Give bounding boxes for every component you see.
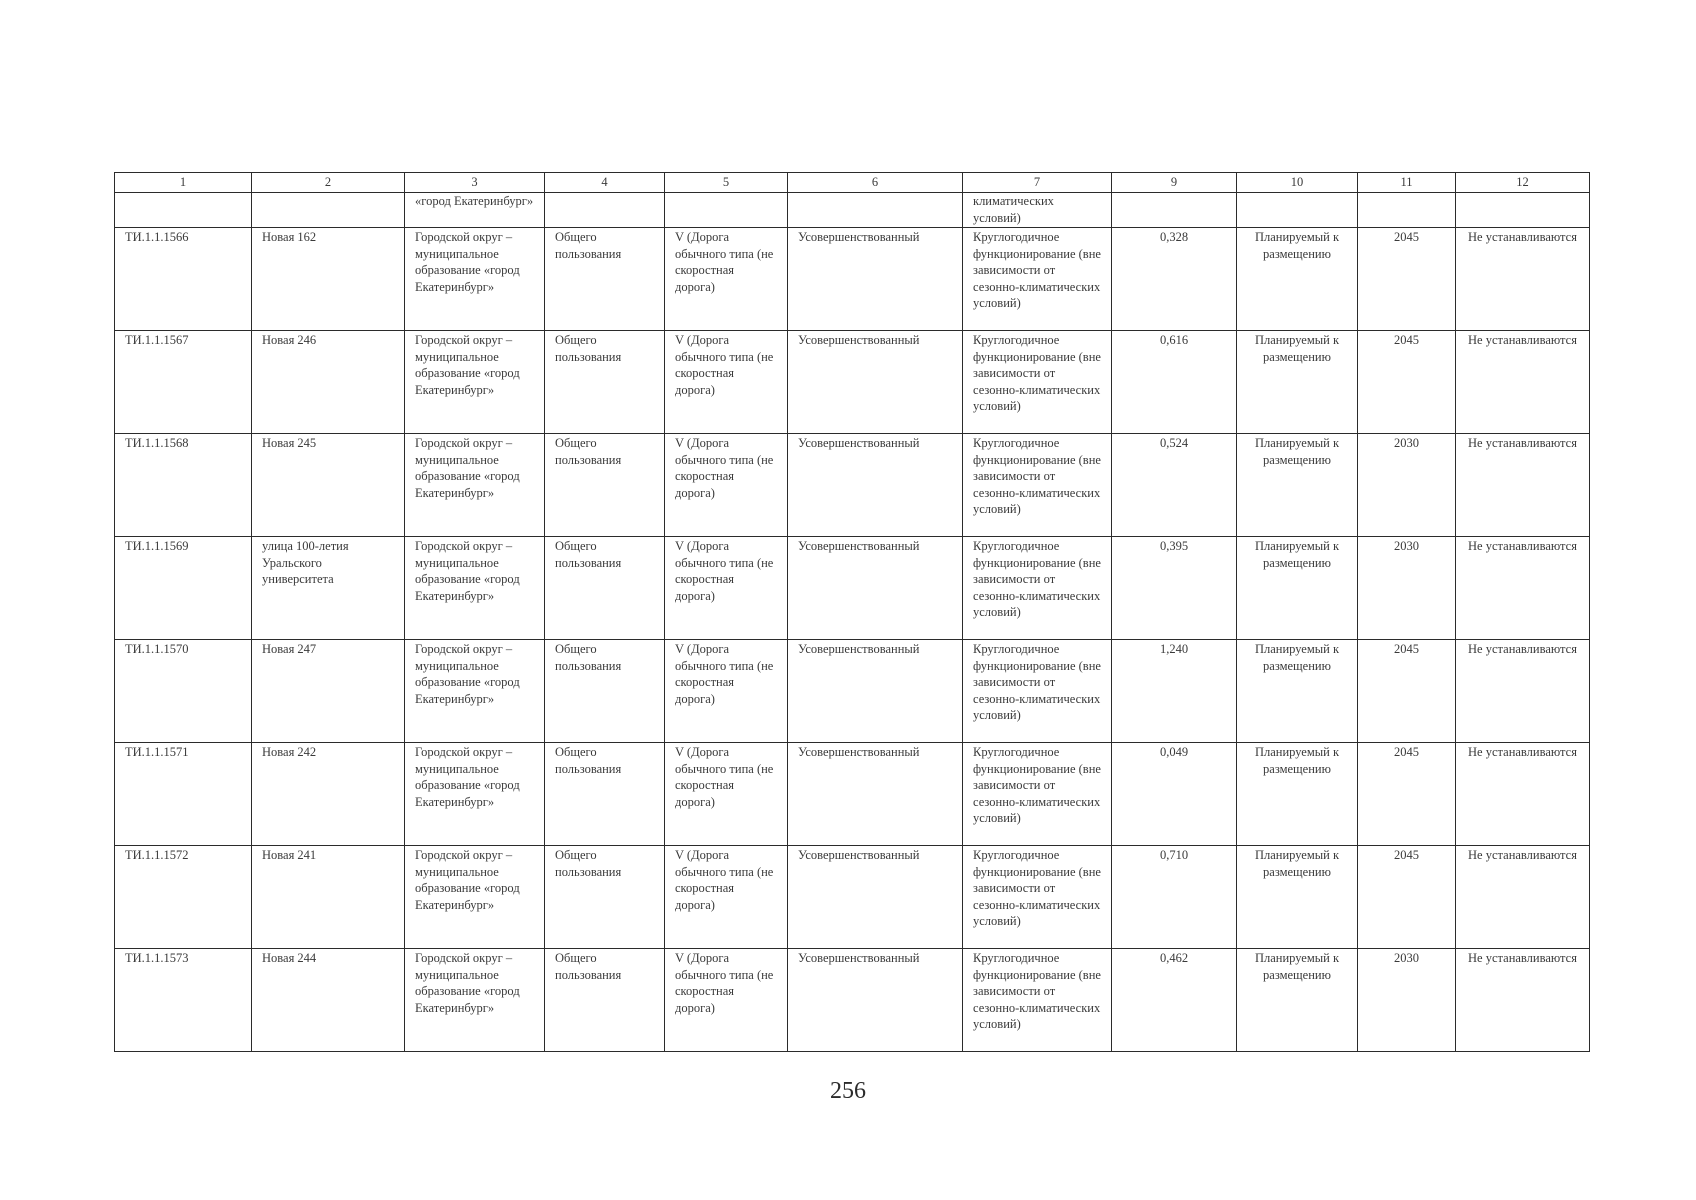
column-header: 1 — [115, 173, 252, 193]
cell-year: 2045 — [1358, 228, 1456, 331]
table-cell — [1456, 193, 1590, 228]
cell-mode: Круглогодичное функционирование (вне зависимости от сезонно-климатических условий) — [963, 640, 1112, 743]
cell-surface: Усовершенствованный — [788, 331, 963, 434]
table-cell — [1237, 193, 1358, 228]
cell-year: 2045 — [1358, 331, 1456, 434]
cell-surface: Усовершенствованный — [788, 434, 963, 537]
table-cell — [545, 193, 665, 228]
cell-length: 1,240 — [1112, 640, 1237, 743]
cell-name: Новая 246 — [252, 331, 405, 434]
cell-mode: Круглогодичное функционирование (вне зависимости от сезонно-климатических условий) — [963, 537, 1112, 640]
cell-surface: Усовершенствованный — [788, 228, 963, 331]
cell-status: Планируемый к размещению — [1237, 846, 1358, 949]
cell-restrictions: Не устанавливаются — [1456, 537, 1590, 640]
cell-mode: Круглогодичное функционирование (вне зависимости от сезонно-климатических условий) — [963, 434, 1112, 537]
table-cell — [252, 193, 405, 228]
cell-surface: Усовершенствованный — [788, 640, 963, 743]
cell-year: 2030 — [1358, 434, 1456, 537]
table-row — [115, 949, 1590, 1052]
column-header: 3 — [405, 173, 545, 193]
cell-restrictions: Не устанавливаются — [1456, 949, 1590, 1052]
table-cell — [1358, 193, 1456, 228]
cell-purpose: Общего пользования — [545, 949, 665, 1052]
cell-length: 0,524 — [1112, 434, 1237, 537]
cell-category: V (Дорога обычного типа (не скоростная дорога) — [665, 434, 788, 537]
cell-id: ТИ.1.1.1569 — [115, 537, 252, 640]
table-row — [115, 331, 1590, 434]
table-cell: климатических условий) — [963, 193, 1112, 228]
cell-location: Городской округ – муниципальное образование «город Екатеринбург» — [405, 846, 545, 949]
cell-location: Городской округ – муниципальное образование «город Екатеринбург» — [405, 743, 545, 846]
cell-purpose: Общего пользования — [545, 434, 665, 537]
cell-mode: Круглогодичное функционирование (вне зависимости от сезонно-климатических условий) — [963, 228, 1112, 331]
cell-location: Городской округ – муниципальное образование «город Екатеринбург» — [405, 331, 545, 434]
cell-status: Планируемый к размещению — [1237, 949, 1358, 1052]
cell-length: 0,462 — [1112, 949, 1237, 1052]
cell-restrictions: Не устанавливаются — [1456, 846, 1590, 949]
cell-purpose: Общего пользования — [545, 331, 665, 434]
table-row — [115, 537, 1590, 640]
cell-length: 0,328 — [1112, 228, 1237, 331]
cell-id: ТИ.1.1.1573 — [115, 949, 252, 1052]
cell-mode: Круглогодичное функционирование (вне зависимости от сезонно-климатических условий) — [963, 949, 1112, 1052]
cell-purpose: Общего пользования — [545, 228, 665, 331]
cell-status: Планируемый к размещению — [1237, 331, 1358, 434]
column-header: 5 — [665, 173, 788, 193]
column-header: 7 — [963, 173, 1112, 193]
cell-location: Городской округ – муниципальное образование «город Екатеринбург» — [405, 640, 545, 743]
table-row — [115, 228, 1590, 331]
cell-status: Планируемый к размещению — [1237, 640, 1358, 743]
cell-year: 2045 — [1358, 640, 1456, 743]
cell-category: V (Дорога обычного типа (не скоростная дорога) — [665, 640, 788, 743]
cell-name: Новая 242 — [252, 743, 405, 846]
continuation-row — [115, 193, 1590, 228]
cell-id: ТИ.1.1.1568 — [115, 434, 252, 537]
cell-status: Планируемый к размещению — [1237, 537, 1358, 640]
cell-name: Новая 247 — [252, 640, 405, 743]
cell-length: 0,710 — [1112, 846, 1237, 949]
cell-category: V (Дорога обычного типа (не скоростная дорога) — [665, 846, 788, 949]
cell-category: V (Дорога обычного типа (не скоростная дорога) — [665, 331, 788, 434]
cell-surface: Усовершенствованный — [788, 743, 963, 846]
cell-surface: Усовершенствованный — [788, 537, 963, 640]
table-row — [115, 640, 1590, 743]
cell-location: Городской округ – муниципальное образование «город Екатеринбург» — [405, 949, 545, 1052]
table-cell — [788, 193, 963, 228]
cell-status: Планируемый к размещению — [1237, 434, 1358, 537]
cell-mode: Круглогодичное функционирование (вне зависимости от сезонно-климатических условий) — [963, 743, 1112, 846]
cell-length: 0,616 — [1112, 331, 1237, 434]
table-header — [115, 173, 1590, 193]
cell-year: 2045 — [1358, 743, 1456, 846]
cell-location: Городской округ – муниципальное образование «город Екатеринбург» — [405, 537, 545, 640]
cell-id: ТИ.1.1.1572 — [115, 846, 252, 949]
page-number: 256 — [830, 1078, 866, 1104]
cell-status: Планируемый к размещению — [1237, 228, 1358, 331]
cell-length: 0,049 — [1112, 743, 1237, 846]
cell-id: ТИ.1.1.1566 — [115, 228, 252, 331]
column-header: 10 — [1237, 173, 1358, 193]
cell-category: V (Дорога обычного типа (не скоростная дорога) — [665, 537, 788, 640]
column-header: 4 — [545, 173, 665, 193]
table-row — [115, 743, 1590, 846]
table-cell: «город Екатеринбург» — [405, 193, 545, 228]
cell-id: ТИ.1.1.1571 — [115, 743, 252, 846]
table-row — [115, 434, 1590, 537]
table-row — [115, 846, 1590, 949]
table-cell — [665, 193, 788, 228]
cell-name: Новая 245 — [252, 434, 405, 537]
cell-name: Новая 244 — [252, 949, 405, 1052]
header-row — [115, 173, 1590, 193]
cell-surface: Усовершенствованный — [788, 846, 963, 949]
cell-id: ТИ.1.1.1570 — [115, 640, 252, 743]
cell-restrictions: Не устанавливаются — [1456, 640, 1590, 743]
cell-purpose: Общего пользования — [545, 846, 665, 949]
cell-mode: Круглогодичное функционирование (вне зависимости от сезонно-климатических условий) — [963, 331, 1112, 434]
column-header: 11 — [1358, 173, 1456, 193]
cell-year: 2045 — [1358, 846, 1456, 949]
cell-name: Новая 241 — [252, 846, 405, 949]
cell-name: улица 100-летия Уральского университета — [252, 537, 405, 640]
column-header: 6 — [788, 173, 963, 193]
column-header: 12 — [1456, 173, 1590, 193]
cell-restrictions: Не устанавливаются — [1456, 434, 1590, 537]
cell-category: V (Дорога обычного типа (не скоростная дорога) — [665, 743, 788, 846]
cell-mode: Круглогодичное функционирование (вне зависимости от сезонно-климатических условий) — [963, 846, 1112, 949]
table-cell — [1112, 193, 1237, 228]
cell-purpose: Общего пользования — [545, 640, 665, 743]
cell-category: V (Дорога обычного типа (не скоростная дорога) — [665, 228, 788, 331]
cell-status: Планируемый к размещению — [1237, 743, 1358, 846]
table-cell — [115, 193, 252, 228]
cell-id: ТИ.1.1.1567 — [115, 331, 252, 434]
cell-restrictions: Не устанавливаются — [1456, 228, 1590, 331]
cell-name: Новая 162 — [252, 228, 405, 331]
cell-purpose: Общего пользования — [545, 743, 665, 846]
cell-restrictions: Не устанавливаются — [1456, 743, 1590, 846]
cell-location: Городской округ – муниципальное образование «город Екатеринбург» — [405, 434, 545, 537]
cell-year: 2030 — [1358, 949, 1456, 1052]
cell-category: V (Дорога обычного типа (не скоростная дорога) — [665, 949, 788, 1052]
cell-length: 0,395 — [1112, 537, 1237, 640]
cell-surface: Усовершенствованный — [788, 949, 963, 1052]
column-header: 2 — [252, 173, 405, 193]
infrastructure-table — [114, 172, 1590, 1052]
cell-purpose: Общего пользования — [545, 537, 665, 640]
cell-restrictions: Не устанавливаются — [1456, 331, 1590, 434]
table-body — [115, 193, 1590, 1052]
cell-location: Городской округ – муниципальное образование «город Екатеринбург» — [405, 228, 545, 331]
column-header: 9 — [1112, 173, 1237, 193]
cell-year: 2030 — [1358, 537, 1456, 640]
